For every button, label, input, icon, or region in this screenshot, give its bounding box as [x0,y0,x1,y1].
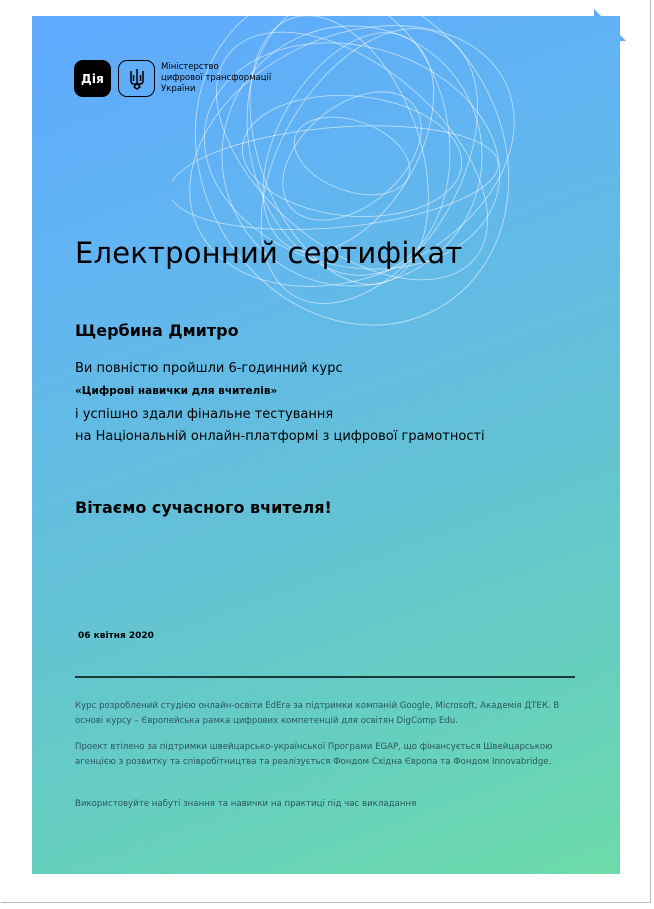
footer-note-2: Проект втілено за підтримки швейцарсько-української Програми EGAP, що фінансується Швейцарською агенцією з розвитку та співробітництва та реалізується Фондом Східна Європа та Фондом Innovabridge. [75,742,553,767]
body-line-3: і успішно здали фінальне тестування [75,407,334,422]
divider [75,676,575,678]
header-logos [74,60,271,97]
course-name: «Цифрові навички для вчителів» [75,385,278,397]
recipient-name: Щербина Дмитро [75,321,239,340]
body-line-1: Ви повністю пройшли 6-годинний курс [75,361,343,376]
greeting: Вітаємо сучасного вчителя! [75,498,332,517]
body-line-4: на Національній онлайн-платформі з цифрової грамотності [75,429,485,444]
issue-date: 06 квітня 2020 [78,631,154,641]
ministry-line: цифрової трансформації [161,73,272,83]
diia-logo: Дія [74,60,111,97]
ministry-line: України [161,84,196,94]
footer-note-3: Використовуйте набуті знання та навички на практиці під час викладання [75,799,417,809]
certificate [32,16,620,874]
certificate-title: Електронний сертифікат [75,236,463,270]
ministry-name [161,62,271,95]
footer-note-1: Курс розроблений студією онлайн-освіти EdEra за підтримки компаній Google, Microsoft, Академія ДТЕК. В основі курсу – Європейська рамка цифрових компетенцій для освітян DigComp Edu. [75,701,560,726]
ministry-line: Міністерство [161,62,219,72]
trident-icon [118,60,155,97]
